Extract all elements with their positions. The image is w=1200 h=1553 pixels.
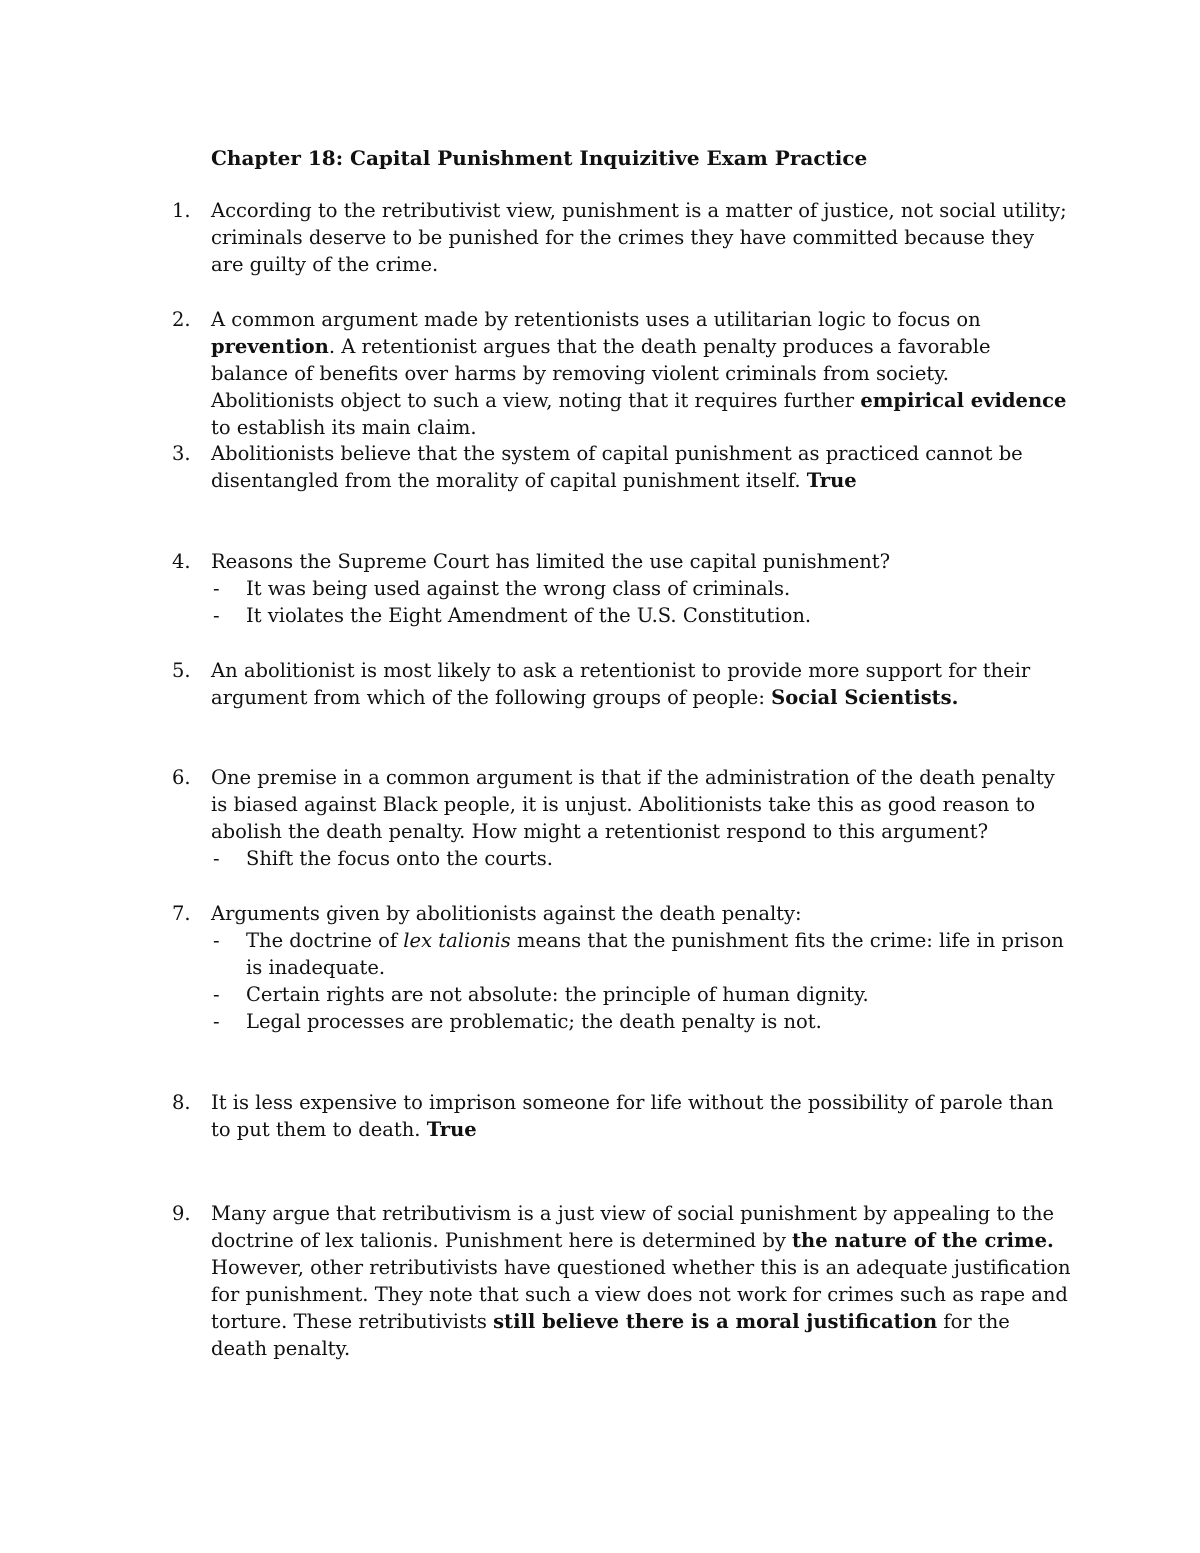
question-2-answer-b: empirical evidence: [860, 389, 1067, 412]
question-text: [211, 900, 1071, 927]
answer-text-a: The doctrine of: [246, 929, 404, 952]
question-text: [211, 306, 1071, 441]
question-3-text: Abolitionists believe that the system of capital punishment as practiced cannot be disentangled from the morality of capital punishment itself.: [211, 442, 1023, 492]
question-8-text: It is less expensive to imprison someone for life without the possibility of parole than to put them to death.: [211, 1091, 1054, 1141]
question-number: 6.: [172, 766, 191, 789]
question-8: [172, 1089, 1072, 1143]
question-2: [172, 306, 1072, 441]
dash-bullet: -: [213, 604, 220, 627]
question-5-text: An abolitionist is most likely to ask a retentionist to provide more support for their argument from which of the following groups of people:: [211, 659, 1031, 709]
question-5-answer: Social Scientists.: [771, 686, 959, 709]
question-9: [172, 1200, 1072, 1362]
dash-bullet: -: [213, 983, 220, 1006]
answer-item: [211, 602, 1072, 629]
answer-text: It violates the Eight Amendment of the U.S. Constitution.: [246, 604, 812, 627]
question-number: 5.: [172, 659, 191, 682]
answer-item: [211, 845, 1072, 872]
answer-item: [211, 575, 1072, 602]
question-3: [172, 440, 1072, 494]
answer-text: Legal processes are problematic; the death penalty is not.: [246, 1010, 822, 1033]
question-number: 9.: [172, 1202, 191, 1225]
answer-item: [211, 1008, 1072, 1035]
question-number: 8.: [172, 1091, 191, 1114]
answer-item: [211, 927, 1072, 981]
question-2-answer-a: prevention: [211, 335, 329, 358]
question-9-text-b: However, other retributivists have questioned whether this is an adequate justification for punishment. They note that such a view does not work for crimes such as rape and torture. These retributivists: [211, 1256, 1071, 1333]
question-2-text-a: A common argument made by retentionists uses a utilitarian logic to focus on: [211, 308, 981, 331]
dash-bullet: -: [213, 847, 220, 870]
answer-text-b: means that the punishment fits the crime: life in prison is inadequate.: [246, 929, 1064, 979]
answer-list: [211, 927, 1072, 1035]
question-5: [172, 657, 1072, 711]
question-text: [211, 764, 1071, 845]
question-9-text-c: for the death penalty.: [211, 1310, 1010, 1360]
question-text: [211, 657, 1071, 711]
question-number: 2.: [172, 308, 191, 331]
question-text: [211, 548, 1071, 575]
question-3-answer: True: [806, 469, 857, 492]
question-4-text: Reasons the Supreme Court has limited the use capital punishment?: [211, 550, 891, 573]
question-8-answer: True: [426, 1118, 477, 1141]
question-4: [172, 548, 1072, 629]
question-9-text-a: Many argue that retributivism is a just view of social punishment by appealing to the doctrine of lex talionis. Punishment here is determined by: [211, 1202, 1055, 1252]
answer-list: [211, 575, 1072, 629]
question-number: 7.: [172, 902, 191, 925]
question-number: 3.: [172, 442, 191, 465]
question-6-text: One premise in a common argument is that if the administration of the death penalty is biased against Black people, it is unjust. Abolitionists take this as good reason to abolish the death penalty. How might a retentionist respond to this argument?: [211, 766, 1055, 843]
question-9-answer-b: still believe there is a moral justification: [493, 1310, 938, 1333]
question-7-text: Arguments given by abolitionists against the death penalty:: [211, 902, 802, 925]
question-text: [211, 1200, 1071, 1362]
answer-text: Certain rights are not absolute: the principle of human dignity.: [246, 983, 869, 1006]
question-1: [172, 197, 1072, 278]
question-1-text: According to the retributivist view, punishment is a matter of justice, not social utility; criminals deserve to be punished for the crimes they have committed because they are guilty of the crime.: [211, 199, 1067, 276]
answer-text: Shift the focus onto the courts.: [246, 847, 553, 870]
answer-text-italic: lex talionis: [403, 929, 511, 952]
question-text: [211, 440, 1071, 494]
question-7: [172, 900, 1072, 1035]
answer-list: [211, 845, 1072, 872]
answer-text: It was being used against the wrong class of criminals.: [246, 577, 791, 600]
dash-bullet: -: [213, 929, 220, 952]
question-number: 1.: [172, 199, 191, 222]
document-title: Chapter 18: Capital Punishment Inquizitive Exam Practice: [211, 146, 868, 170]
question-number: 4.: [172, 550, 191, 573]
answer-item: [211, 981, 1072, 1008]
dash-bullet: -: [213, 577, 220, 600]
question-text: [211, 197, 1071, 278]
question-6: [172, 764, 1072, 872]
question-2-text-b: . A retentionist argues that the death penalty produces a favorable balance of benefits over harms by removing violent criminals from society. Abolitionists object to such a view, noting that it requires further: [211, 335, 991, 412]
question-2-text-c: to establish its main claim.: [211, 416, 477, 439]
question-text: [211, 1089, 1071, 1143]
dash-bullet: -: [213, 1010, 220, 1033]
question-9-answer-a: the nature of the crime.: [792, 1229, 1054, 1252]
